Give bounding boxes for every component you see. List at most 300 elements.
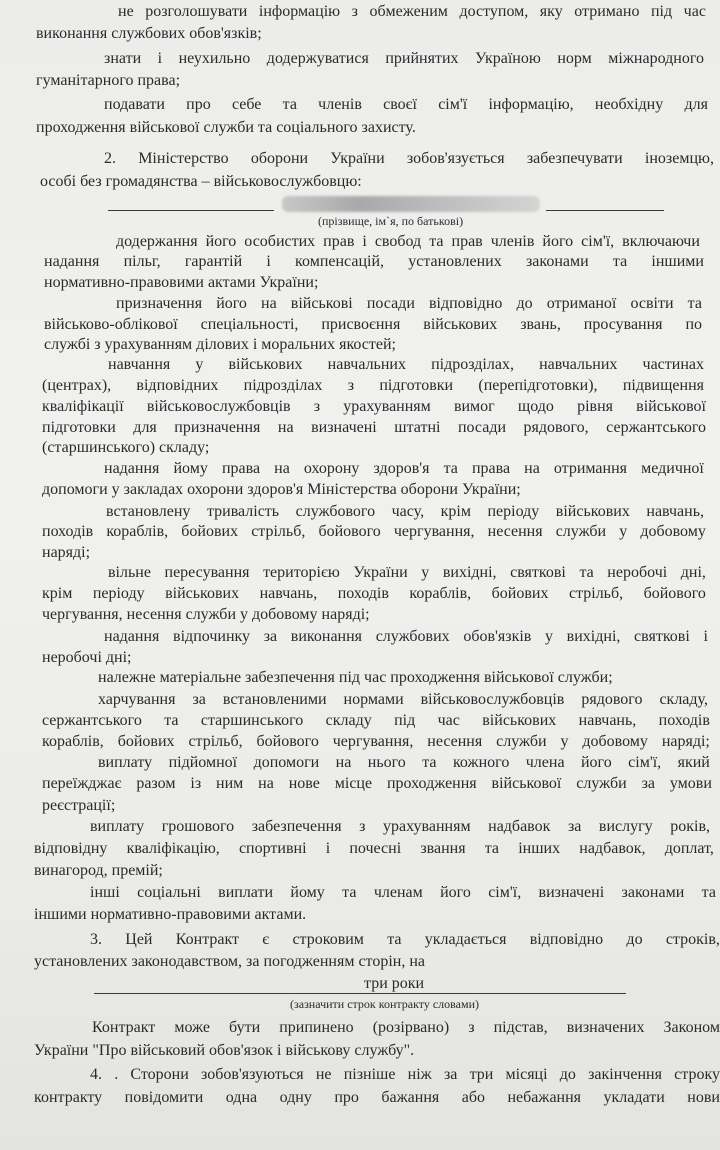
word: компенсацій, xyxy=(295,253,385,270)
word: призначення xyxy=(116,295,203,312)
word: з xyxy=(468,1019,475,1036)
word: інших xyxy=(518,840,561,857)
word: кожного xyxy=(452,754,510,771)
text-line: реєстрації; xyxy=(42,797,116,814)
word: (центрах), xyxy=(42,377,112,394)
word: до xyxy=(626,931,643,948)
word: у xyxy=(421,564,430,581)
text-line xyxy=(104,49,704,69)
word: іноземцю, xyxy=(644,150,714,167)
word: навчань, xyxy=(646,503,704,520)
text-line: гуманітарного права; xyxy=(36,72,181,89)
word: і xyxy=(362,233,367,250)
word: рівня xyxy=(577,398,613,415)
word: строків, xyxy=(665,931,720,948)
text-line: виконання службових обов'язків; xyxy=(36,25,262,42)
word: права xyxy=(221,460,261,477)
word: неухильно xyxy=(178,50,251,67)
text-line xyxy=(104,627,708,647)
word: сім'ї, xyxy=(581,233,615,250)
word: та xyxy=(342,884,357,901)
word: наряді; xyxy=(661,733,710,750)
text-line: іншими нормативно-правовими актами. xyxy=(34,906,307,923)
word: Сторони xyxy=(130,1066,189,1083)
word: України xyxy=(353,564,408,581)
contract-term-value: три роки xyxy=(364,975,425,992)
word: на xyxy=(274,460,290,477)
word: проходження xyxy=(386,775,477,792)
word: нормами xyxy=(343,691,404,708)
word: отримано xyxy=(574,3,640,20)
word: підвищення xyxy=(622,377,704,394)
word: відповідно xyxy=(529,931,604,948)
word: військові xyxy=(290,295,353,312)
word: урахуванням xyxy=(383,818,471,835)
word: підготовки xyxy=(379,377,454,394)
word: свобод xyxy=(374,233,422,250)
word: крім xyxy=(440,503,471,520)
word: періоду xyxy=(487,503,540,520)
word: військової xyxy=(491,775,562,792)
word: та xyxy=(687,295,702,312)
word: припинено xyxy=(279,1019,354,1036)
word: переїжджає xyxy=(42,775,122,792)
word: законами xyxy=(525,253,589,270)
word: вихідні, xyxy=(442,564,497,581)
word: за xyxy=(263,628,278,645)
word: військових xyxy=(482,712,557,729)
word: 2. xyxy=(104,150,116,167)
word: кваліфікацію, xyxy=(126,840,220,857)
word: дні, xyxy=(680,564,706,581)
text-line: неробочі дні; xyxy=(42,649,132,666)
word: несення xyxy=(427,733,483,750)
word: інформацію xyxy=(258,3,341,20)
word: служби xyxy=(576,775,627,792)
word: надання xyxy=(104,460,160,477)
word: доступом, xyxy=(459,3,529,20)
word: часу, xyxy=(391,503,425,520)
word: посади xyxy=(457,419,507,436)
word: військових xyxy=(423,316,498,333)
word: відпочинку xyxy=(173,628,251,645)
word: 3. xyxy=(90,931,102,948)
name-blank-left xyxy=(108,210,274,211)
word: походів xyxy=(658,712,710,729)
word: навчання xyxy=(108,356,171,373)
word: оборони xyxy=(250,150,309,167)
text-line xyxy=(90,930,720,950)
word: освіти xyxy=(630,295,674,312)
word: військових xyxy=(555,503,630,520)
word: необхідну xyxy=(594,96,664,113)
text-line: допомоги у закладах охорони здоров'я Міністерства оборони України; xyxy=(42,481,521,498)
word: присвоєння xyxy=(321,316,401,333)
word: нови xyxy=(687,1089,720,1106)
word: . xyxy=(114,1066,119,1083)
word: за xyxy=(192,691,206,708)
word: тривалість xyxy=(206,503,280,520)
word: надбавок, xyxy=(579,840,646,857)
word: та xyxy=(701,884,716,901)
word: членам xyxy=(373,884,423,901)
word: складу, xyxy=(659,691,708,708)
word: кораблів, xyxy=(409,585,472,602)
word: підйомної xyxy=(168,754,238,771)
word: для xyxy=(133,419,157,436)
word: який xyxy=(677,754,710,771)
text-line xyxy=(44,252,704,272)
word: службових xyxy=(375,628,450,645)
word: вислугу xyxy=(598,818,653,835)
word: та xyxy=(429,233,444,250)
text-line: винагород, премій; xyxy=(34,862,163,879)
word: святкові xyxy=(634,628,690,645)
term-caption: (зазначити строк контракту словами) xyxy=(290,997,480,1011)
word: його xyxy=(542,233,574,250)
name-blank-right xyxy=(546,210,664,211)
word: про xyxy=(186,96,211,113)
text-line: України "Про військовий обов'язок і військову службу". xyxy=(34,1042,415,1059)
word: бойового xyxy=(318,523,381,540)
word: зобов'язуються xyxy=(200,1066,304,1083)
word: забезпечення xyxy=(251,818,342,835)
word: його xyxy=(580,754,612,771)
word: військовослужбовців xyxy=(420,691,565,708)
word: сержантського xyxy=(606,419,706,436)
word: умови xyxy=(669,775,712,792)
word: законами xyxy=(621,884,685,901)
word: з xyxy=(313,398,321,415)
word: встановленими xyxy=(222,691,327,708)
word: Міністерство xyxy=(138,150,229,167)
word: сержантського xyxy=(42,712,142,729)
word: чергування, xyxy=(393,523,475,540)
word: стрільб, xyxy=(568,585,624,602)
text-line: особі без громадянства – військовослужбовцю: xyxy=(40,173,362,190)
word: сім'ї, xyxy=(488,884,522,901)
word: члена xyxy=(525,754,565,771)
word: спортивні xyxy=(238,840,307,857)
word: прав xyxy=(323,233,355,250)
word: у xyxy=(560,733,569,750)
word: установлених xyxy=(408,253,502,270)
word: військових xyxy=(228,356,303,373)
word: обмеженим xyxy=(369,3,448,20)
word: виконання xyxy=(290,628,363,645)
word: додержання xyxy=(116,233,198,250)
text-line: проходження військової служби та соціального захисту. xyxy=(36,119,416,136)
word: відповідну xyxy=(34,840,108,857)
word: періоду xyxy=(92,585,145,602)
word: років, xyxy=(670,818,710,835)
word: службового xyxy=(295,503,376,520)
text-line: чергування, несення служби у добовому наряді; xyxy=(42,606,370,623)
name-caption: (прізвище, ім`я, по батькові) xyxy=(318,214,464,228)
word: членів xyxy=(318,96,362,113)
word: частинах xyxy=(642,356,704,373)
word: бойових xyxy=(117,733,175,750)
word: у xyxy=(195,356,204,373)
text-line: установлених законодавством, за погодженням сторін, на xyxy=(34,953,425,970)
word: нове xyxy=(288,775,320,792)
word: несення xyxy=(487,523,543,540)
word: строковим xyxy=(292,931,364,948)
word: допомоги xyxy=(253,754,320,771)
word: закінчення xyxy=(588,1066,662,1083)
word: не xyxy=(118,3,134,20)
word: грошового xyxy=(161,818,235,835)
word: з xyxy=(359,818,366,835)
word: територією xyxy=(263,564,340,581)
word: виплату xyxy=(98,754,153,771)
text-line xyxy=(42,376,704,396)
word: бойових xyxy=(181,523,239,540)
word: Контракт xyxy=(175,931,240,948)
word: знати xyxy=(104,50,142,67)
word: за xyxy=(443,1066,458,1083)
word: стрільб, xyxy=(251,523,306,540)
text-line xyxy=(118,2,706,22)
word: щодо xyxy=(517,398,554,415)
word: місце xyxy=(334,775,373,792)
word: визначені xyxy=(311,419,377,436)
text-line xyxy=(42,584,706,604)
word: додержуватися xyxy=(266,50,369,67)
word: подавати xyxy=(104,96,165,113)
word: доплат, xyxy=(664,840,714,857)
word: виплату xyxy=(90,818,145,835)
word: навчальних xyxy=(327,356,406,373)
word: здоров'я xyxy=(373,460,430,477)
word: прийнятих xyxy=(385,50,459,67)
text-line xyxy=(98,690,708,710)
word: нього xyxy=(367,754,406,771)
word: обов'язків xyxy=(463,628,532,645)
word: під xyxy=(650,3,673,20)
word: може xyxy=(174,1019,210,1036)
word: у xyxy=(619,523,628,540)
text-line xyxy=(44,315,702,335)
word: військовослужбовців xyxy=(146,398,291,415)
term-blank-line xyxy=(94,993,626,994)
word: себе xyxy=(231,96,262,113)
word: відповідних xyxy=(136,377,219,394)
word: його xyxy=(440,884,471,901)
text-line xyxy=(42,732,710,752)
word: підготовки xyxy=(42,419,116,436)
word: військової xyxy=(636,398,706,415)
word: надбавок xyxy=(488,818,551,835)
word: посади xyxy=(366,295,415,312)
word: охорону xyxy=(303,460,360,477)
word: соціальні xyxy=(137,884,201,901)
word: стрільб, xyxy=(188,733,243,750)
word: бойових xyxy=(491,585,549,602)
word: просування xyxy=(583,316,663,333)
word: на xyxy=(277,419,294,436)
word: пільг, xyxy=(123,253,161,270)
word: на xyxy=(335,754,352,771)
text-line xyxy=(90,1065,720,1085)
word: встановлену xyxy=(106,503,191,520)
word: навчань, xyxy=(578,712,637,729)
word: за xyxy=(567,818,582,835)
word: час xyxy=(437,712,460,729)
word: та xyxy=(422,754,437,771)
word: на xyxy=(258,775,274,792)
word: його xyxy=(216,295,247,312)
word: яку xyxy=(539,3,563,20)
word: і xyxy=(703,628,708,645)
word: його xyxy=(205,233,237,250)
text-line xyxy=(108,355,704,375)
word: святкові xyxy=(510,564,566,581)
word: харчування xyxy=(98,691,176,708)
text-line xyxy=(42,711,710,731)
word: та xyxy=(443,460,458,477)
word: визначені xyxy=(538,884,605,901)
word: Україною xyxy=(475,50,541,67)
text-line xyxy=(42,774,712,794)
word: сім'ї, xyxy=(628,754,662,771)
word: і xyxy=(325,840,331,857)
text-line xyxy=(42,397,706,417)
word: Законом xyxy=(663,1019,720,1036)
word: інші xyxy=(90,884,120,901)
word: пізніше xyxy=(343,1066,396,1083)
word: України xyxy=(330,150,385,167)
text-line xyxy=(42,418,706,438)
word: підрозділах, xyxy=(431,356,514,373)
word: норм xyxy=(557,50,592,67)
word: не xyxy=(315,1066,332,1083)
text-line: наряді; xyxy=(42,544,91,561)
word: ніж xyxy=(407,1066,432,1083)
word: кваліфікації xyxy=(42,398,124,415)
word: з xyxy=(351,3,358,20)
redacted-name xyxy=(282,196,540,212)
text-line xyxy=(34,839,714,859)
word: до xyxy=(559,1066,576,1083)
word: своєї xyxy=(383,96,417,113)
text-line xyxy=(92,1018,720,1038)
word: надання xyxy=(104,628,160,645)
word: під xyxy=(394,712,416,729)
word: добовому xyxy=(640,523,706,540)
word: з xyxy=(347,377,355,394)
word: міжнародного xyxy=(608,50,704,67)
word: визначених xyxy=(566,1019,645,1036)
word: вимог xyxy=(453,398,495,415)
word: і xyxy=(157,50,163,67)
word: виплати xyxy=(218,884,274,901)
word: вільне xyxy=(108,564,151,581)
word: відповідно xyxy=(428,295,503,312)
word: штатні xyxy=(394,419,441,436)
word: крім xyxy=(42,585,73,602)
text-line: (старшинського) складу; xyxy=(42,439,210,456)
word: військово-облікової xyxy=(44,316,178,333)
text-line xyxy=(104,95,708,115)
word: бойового xyxy=(643,585,706,602)
word: іншими xyxy=(651,253,704,270)
word: одну xyxy=(279,1089,312,1106)
text-line xyxy=(104,459,704,479)
word: кораблів, xyxy=(42,733,104,750)
word: 4. xyxy=(90,1066,102,1083)
text-line xyxy=(106,502,704,522)
word: на xyxy=(524,460,540,477)
text-line xyxy=(116,294,702,314)
word: укладати xyxy=(603,1089,665,1106)
word: про xyxy=(334,1089,359,1106)
text-line xyxy=(90,817,710,837)
word: та xyxy=(612,253,628,270)
word: навчань, xyxy=(259,585,318,602)
text-line xyxy=(104,149,714,169)
word: по xyxy=(685,316,702,333)
word: служби xyxy=(496,733,547,750)
word: складу xyxy=(325,712,372,729)
word: із xyxy=(190,775,202,792)
word: та xyxy=(164,712,179,729)
word: права xyxy=(471,460,511,477)
word: є xyxy=(262,931,270,948)
word: Контракт xyxy=(92,1019,156,1036)
word: зобов'язується xyxy=(406,150,505,167)
word: повідомити xyxy=(124,1089,204,1106)
word: до xyxy=(516,295,533,312)
word: контракту xyxy=(34,1089,103,1106)
word: походів xyxy=(337,585,389,602)
word: звань, xyxy=(520,316,561,333)
word: та xyxy=(579,564,594,581)
word: за xyxy=(641,775,655,792)
word: разом xyxy=(136,775,176,792)
text-line xyxy=(116,232,700,252)
word: надання xyxy=(44,253,100,270)
text-line xyxy=(108,563,706,583)
word: рядового xyxy=(581,691,643,708)
word: прав xyxy=(451,233,483,250)
word: на xyxy=(261,295,277,312)
word: укладається xyxy=(424,931,507,948)
word: походів xyxy=(42,523,94,540)
word: інформацію, xyxy=(488,96,574,113)
word: час xyxy=(683,3,706,20)
word: бажання xyxy=(381,1089,440,1106)
word: у xyxy=(545,628,554,645)
word: підрозділах xyxy=(243,377,323,394)
word: чергування, xyxy=(332,733,414,750)
word: або xyxy=(461,1089,485,1106)
word: одна xyxy=(225,1089,258,1106)
word: служби xyxy=(555,523,607,540)
text-line: службі з урахуванням ділових і моральних якостей; xyxy=(44,336,396,353)
word: пересування xyxy=(164,564,250,581)
word: членів xyxy=(490,233,535,250)
word: вихідні, xyxy=(566,628,621,645)
word: медичної xyxy=(641,460,704,477)
word: небажання xyxy=(507,1089,582,1106)
word: призначення xyxy=(174,419,261,436)
word: підстав, xyxy=(493,1019,548,1036)
word: спеціальності, xyxy=(200,316,299,333)
word: та xyxy=(282,96,297,113)
word: строку xyxy=(674,1066,720,1083)
word: старшинського xyxy=(200,712,304,729)
